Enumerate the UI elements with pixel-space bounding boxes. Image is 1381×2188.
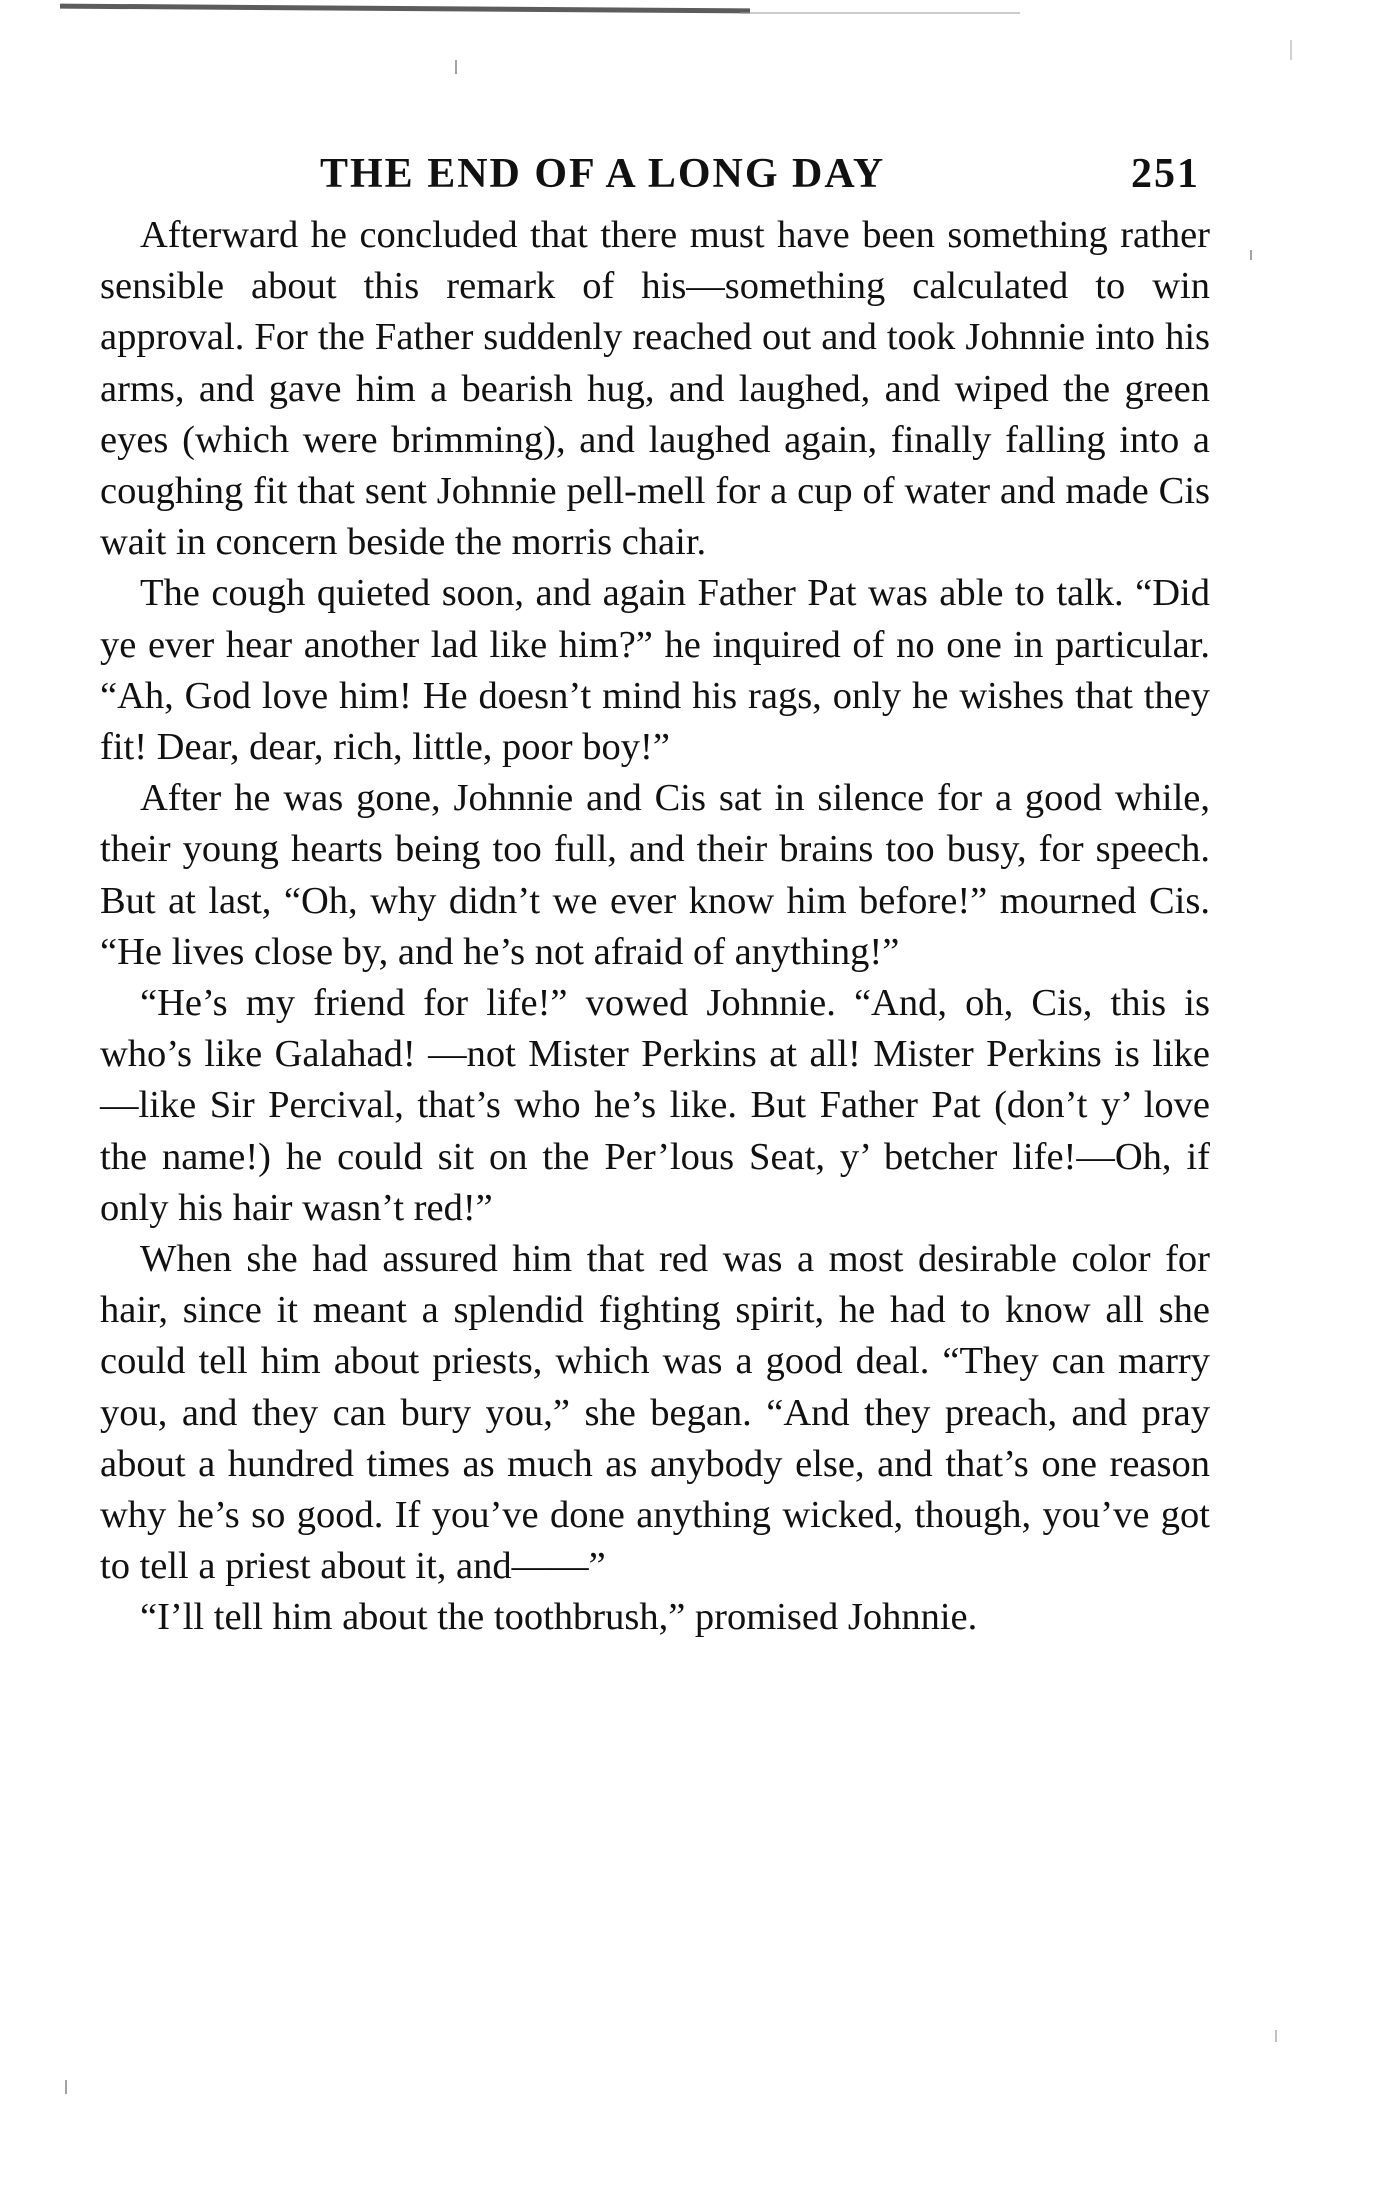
paragraph: When she had assured him that red was a most desirable color for hair, since it meant a splendid fighting spirit, he had to know all she could tell him about priests, which was a good deal. “They can marry you, and they can bury you,” she began. “And they preach, and pray about a hundred times as much as anybody else, and that’s one reason why he’s so good. If you’ve done anything wicked, though, you’ve got to tell a priest about it, and——” [100, 1238, 1210, 1588]
paragraph: After he was gone, Johnnie and Cis sat in silence for a good while, their young hearts being too full, and their brains too busy, for speech. But at last, “Oh, why didn’t we ever know him before!” mourned Cis. “He lives close by, and he’s not afraid of anything!” [100, 777, 1210, 973]
paragraph: Afterward he concluded that there must have been something rather sensible about this remark of his—something calculated to win approval. For the Father suddenly reached out and took Johnnie into his arms, and gave him a bearish hug, and laughed, and wiped the green eyes (which were brimming), and laughed again, finally falling into a coughing fit that sent Johnnie pell-mell for a cup of water and made Cis wait in concern beside the morris chair. [100, 214, 1210, 564]
book-page [100, 150, 1210, 1644]
scan-speck [1275, 2030, 1277, 2042]
body-text [100, 210, 1210, 1644]
scan-speck [65, 2080, 67, 2094]
top-edge-rule [60, 4, 750, 14]
running-title: THE END OF A LONG DAY [320, 151, 886, 197]
scan-speck [455, 60, 457, 74]
running-head [100, 150, 1210, 210]
top-edge-fade [740, 12, 1020, 14]
scan-speck [1290, 40, 1292, 60]
scan-speck [1250, 250, 1252, 260]
paragraph: “I’ll tell him about the toothbrush,” promised Johnnie. [140, 1596, 978, 1639]
paragraph: The cough quieted soon, and again Father Pat was able to talk. “Did ye ever hear another lad like him?” he inquired of no one in particular. “Ah, God love him! He doesn’t mind his rags, only he wishes that they fit! Dear, dear, rich, little, poor boy!” [100, 572, 1210, 769]
paragraph: “He’s my friend for life!” vowed Johnnie. “And, oh, Cis, this is who’s like Galahad! —not Mister Perkins at all! Mister Perkins is like—like Sir Percival, that’s who he’s like. But Father Pat (don’t y’ love the name!) he could sit on the Per’lous Seat, y’ betcher life!—Oh, if only his hair wasn’t red!” [100, 982, 1210, 1229]
page-number: 251 [1131, 151, 1200, 197]
